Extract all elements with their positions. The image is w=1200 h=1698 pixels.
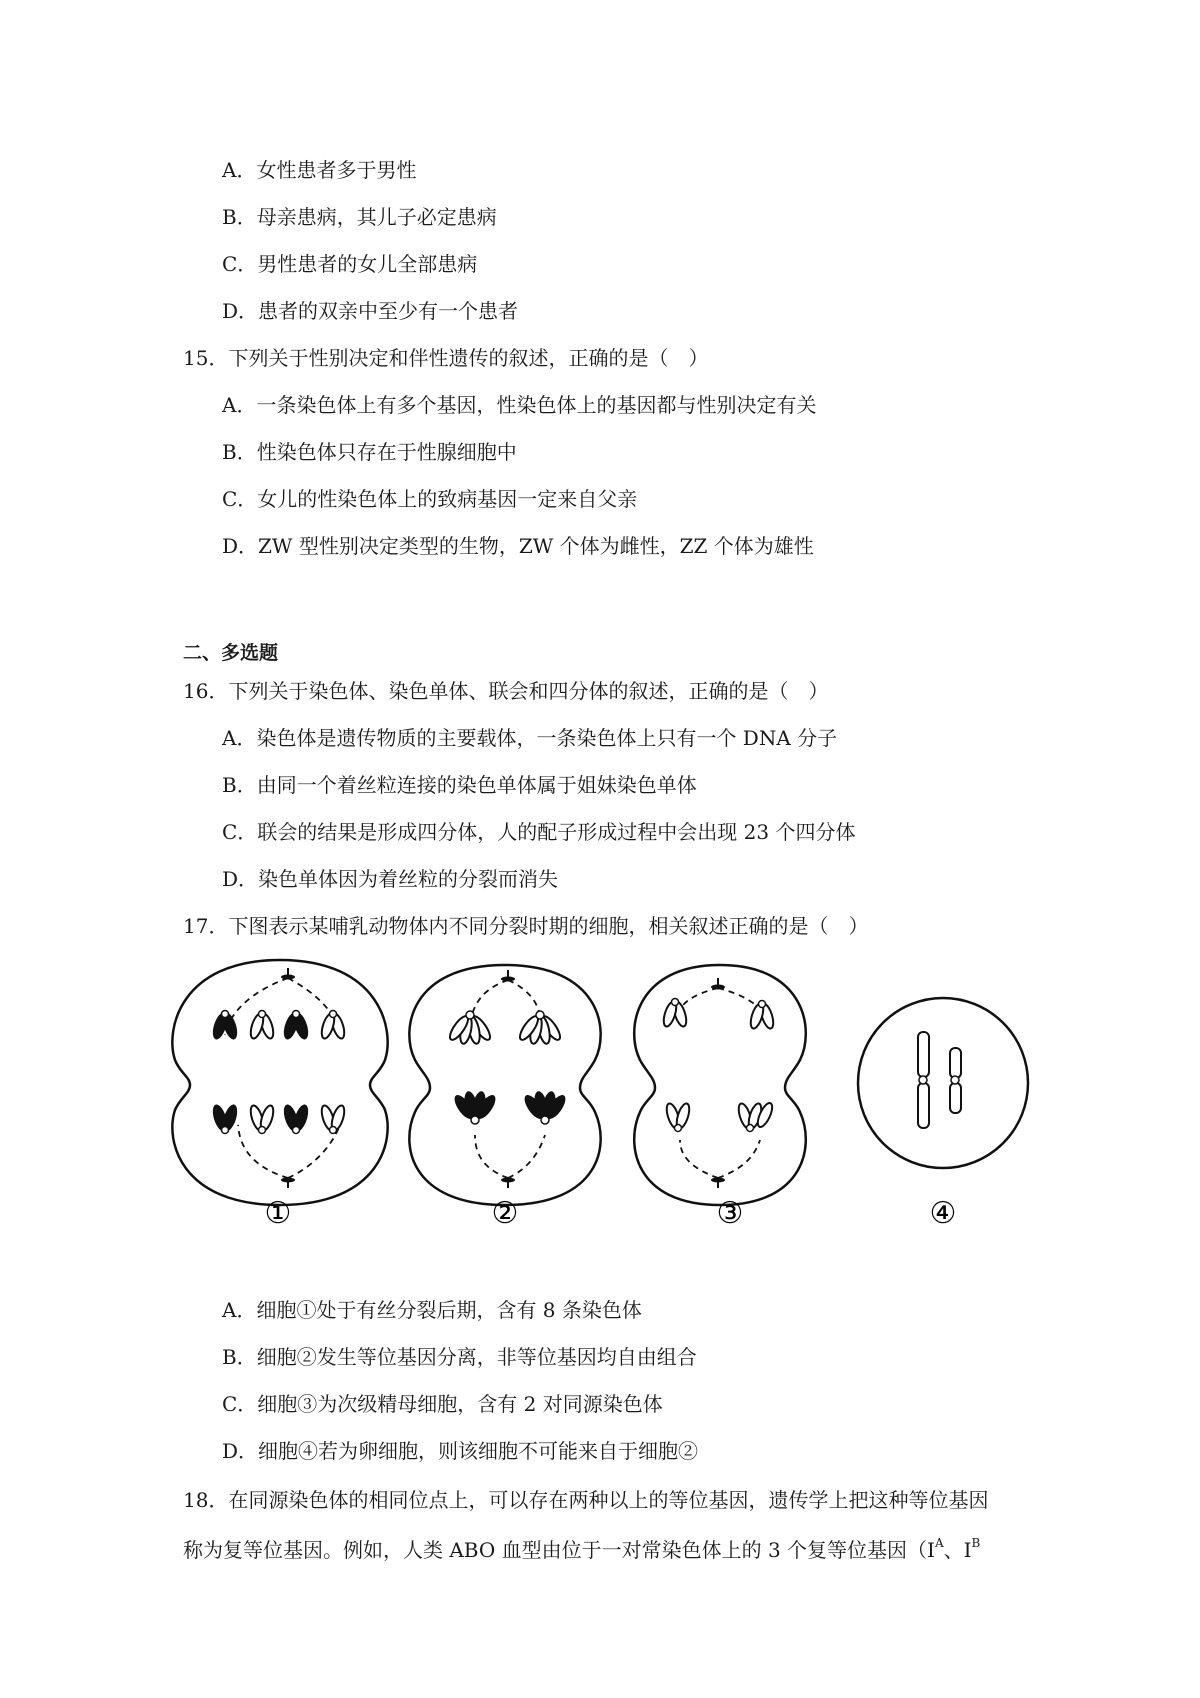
q17-option-c: C．细胞③为次级精母细胞，含有 2 对同源染色体 <box>222 1392 663 1416</box>
q17-option-b: B．细胞②发生等位基因分离，非等位基因均自由组合 <box>222 1345 697 1369</box>
q14-option-c: C．男性患者的女儿全部患病 <box>222 252 478 276</box>
cell-2-label: ② <box>491 1196 519 1231</box>
cell-1-label: ① <box>264 1196 292 1231</box>
q18-line-2-text: 称为复等位基因。例如，人类 ABO 血型由位于一对常染色体上的 3 个复等位基因（I <box>183 1538 935 1562</box>
q15-option-d: D．ZW 型性别决定类型的生物，ZW 个体为雌性，ZZ 个体为雄性 <box>222 534 814 558</box>
section-heading: 二、多选题 <box>183 642 279 664</box>
allele-a-superscript: A <box>934 1536 944 1551</box>
q14-option-a: A．女性患者多于男性 <box>222 158 417 182</box>
q15-option-b: B．性染色体只存在于性腺细胞中 <box>222 440 517 464</box>
q18-separator: 、I <box>943 1538 972 1562</box>
q17-option-d: D．细胞④若为卵细胞，则该细胞不可能来自于细胞② <box>222 1439 699 1463</box>
cell-2 <box>409 965 600 1205</box>
q14-option-b: B．母亲患病，其儿子必定患病 <box>222 205 497 229</box>
q17-stem: 17．下图表示某哺乳动物体内不同分裂时期的细胞，相关叙述正确的是（ ） <box>183 914 869 938</box>
cell-4-label: ④ <box>929 1196 957 1231</box>
q18-line-1: 18．在同源染色体的相同位点上，可以存在两种以上的等位基因，遗传学上把这种等位基因 <box>183 1488 989 1512</box>
q18-line-2 <box>183 1537 980 1563</box>
q15-stem: 15．下列关于性别决定和伴性遗传的叙述，正确的是（ ） <box>183 346 709 370</box>
q15-option-a: A．一条染色体上有多个基因，性染色体上的基因都与性别决定有关 <box>222 393 817 417</box>
q16-stem: 16．下列关于染色体、染色单体、联会和四分体的叙述，正确的是（ ） <box>183 679 829 703</box>
cell-3-label: ③ <box>716 1196 744 1231</box>
allele-b-superscript: B <box>971 1536 981 1551</box>
cell-4 <box>858 998 1028 1168</box>
q16-option-c: C．联会的结果是形成四分体，人的配子形成过程中会出现 23 个四分体 <box>222 820 856 844</box>
q17-option-a: A．细胞①处于有丝分裂后期，含有 8 条染色体 <box>222 1298 642 1322</box>
q16-option-b: B．由同一个着丝粒连接的染色单体属于姐妹染色单体 <box>222 773 697 797</box>
cell-1 <box>172 960 387 1205</box>
q14-option-d: D．患者的双亲中至少有一个患者 <box>222 299 519 323</box>
q16-option-d: D．染色单体因为着丝粒的分裂而消失 <box>222 867 559 891</box>
cell-3 <box>634 965 806 1205</box>
q15-option-c: C．女儿的性染色体上的致病基因一定来自父亲 <box>222 487 638 511</box>
q16-option-a: A．染色体是遗传物质的主要载体，一条染色体上只有一个 DNA 分子 <box>222 726 838 750</box>
